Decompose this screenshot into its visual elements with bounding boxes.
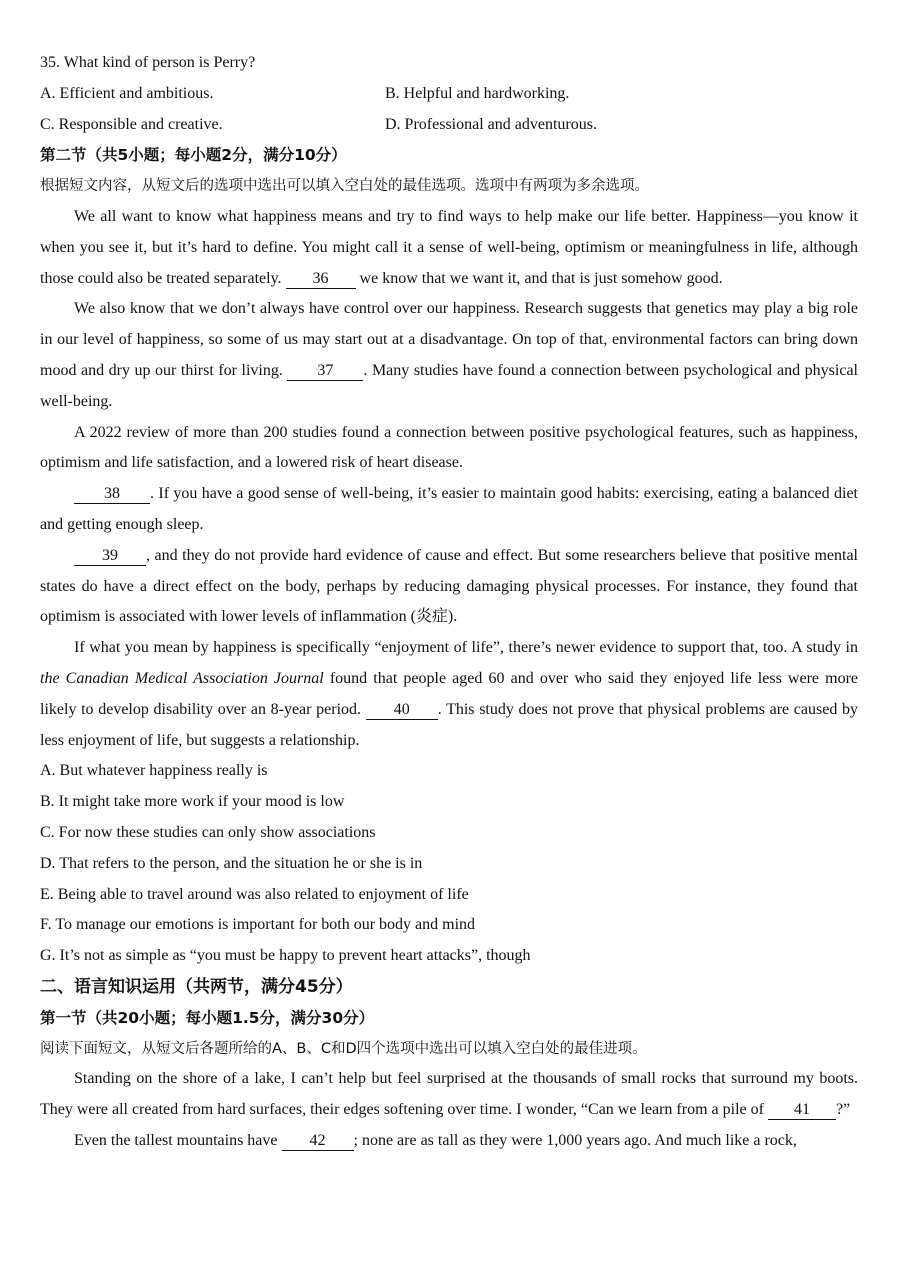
question-35-stem: 35. What kind of person is Perry? bbox=[40, 54, 256, 71]
paragraph-text: Standing on the shore of a lake, I can’t help but feel surprised at the thousands of small rocks that surround my boots. They were all created from hard surfaces, their edges softening over time. I wonder, “Can we learn from a pile of bbox=[40, 1070, 858, 1119]
option-item: C. For now these studies can only show associations bbox=[40, 823, 376, 841]
passage-paragraph-1 bbox=[40, 202, 858, 294]
blank-42: 42 bbox=[282, 1132, 354, 1151]
paragraph-text: . Many studies have found a connection between psychological and physical well-being. bbox=[40, 361, 858, 410]
paragraph-text: , and they do not provide hard evidence of cause and effect. But some researchers believe that positive mental states do have a direct effect on the body, perhaps by reducing damaging physical processes. For instance, they found that optimism is associated with lower levels of inflammation (炎症). bbox=[40, 546, 858, 626]
paragraph-text: ?” bbox=[835, 1101, 851, 1119]
option-a: A. Efficient and ambitious. bbox=[40, 84, 214, 102]
section-2-instruction: 根据短文内容，从短文后的选项中选出可以填入空白处的最佳选项。选项中有两项为多余选项。 bbox=[40, 178, 649, 195]
passage-paragraph-4 bbox=[40, 479, 858, 541]
exam-page bbox=[40, 48, 858, 1157]
question-35-options-row-2 bbox=[40, 110, 858, 141]
blank-40: 40 bbox=[366, 701, 438, 720]
paragraph-text: ; none are as tall as they were 1,000 years ago. And much like a rock, bbox=[353, 1131, 797, 1149]
option-item: D. That refers to the person, and the situation he or she is in bbox=[40, 854, 423, 872]
journal-title: the Canadian Medical Association Journal bbox=[40, 669, 324, 687]
paragraph-text: . If you have a good sense of well-being, it’s easier to maintain good habits: exercising, eating a balanced diet and getting enough sleep. bbox=[40, 485, 858, 533]
paragraph-text: We all want to know what happiness means and try to find ways to help make our life better. Happiness—you know it when you see it, but it’s hard to define. You might call it a sense of well-being, optimism or meaningfulness in life, although those could also be treated separately. bbox=[40, 207, 858, 287]
blank-38: 38 bbox=[74, 485, 150, 504]
part-2-instruction: 阅读下面短文，从短文后各题所给的A、B、C和D四个选项中选出可以填入空白处的最佳进项。 bbox=[40, 1040, 647, 1057]
blank-37: 37 bbox=[287, 362, 363, 381]
passage-paragraph-2 bbox=[40, 294, 858, 417]
part-2-section-1-heading: 第一节（共20小题；每小题1.5分，满分30分） bbox=[40, 1008, 375, 1027]
option-c: C. Responsible and creative. bbox=[40, 115, 223, 133]
passage-paragraph-6 bbox=[40, 633, 858, 756]
question-35-options-row-1 bbox=[40, 79, 858, 110]
option-item: G. It’s not as simple as “you must be happy to prevent heart attacks”, though bbox=[40, 947, 531, 965]
option-b: B. Helpful and hardworking. bbox=[385, 84, 570, 102]
blank-41: 41 bbox=[768, 1101, 836, 1120]
option-item: F. To manage our emotions is important for both our body and mind bbox=[40, 916, 476, 934]
paragraph-text: found that people aged 60 and over who said they enjoyed life less were more likely to develop disability over an 8-year period. bbox=[40, 669, 859, 718]
paragraph-text: Even the tallest mountains have bbox=[74, 1131, 278, 1149]
paragraph-text: we know that we want it, and that is just somehow good. bbox=[359, 269, 723, 287]
passage-paragraph-5 bbox=[40, 541, 858, 633]
option-d: D. Professional and adventurous. bbox=[385, 115, 597, 133]
blank-36: 36 bbox=[286, 270, 356, 289]
paragraph-text: We also know that we don’t always have control over our happiness. Research suggests that genetics may play a big role in our level of happiness, so some of us may start out at a disadvantage. On top of that, environmental factors can bring down mood and dry up our thirst for living. bbox=[40, 300, 858, 379]
passage-paragraph-3: A 2022 review of more than 200 studies found a connection between positive psychological features, such as happiness, optimism and life satisfaction, and a lowered risk of heart disease. bbox=[40, 423, 858, 472]
part-2-heading: 二、语言知识运用（共两节，满分45分） bbox=[40, 976, 353, 997]
cloze-paragraph-2 bbox=[40, 1126, 858, 1157]
paragraph-text: If what you mean by happiness is specifically “enjoyment of life”, there’s newer evidence to support that, too. A study in bbox=[74, 639, 858, 657]
option-item: B. It might take more work if your mood is low bbox=[40, 793, 345, 811]
cloze-paragraph-1 bbox=[40, 1064, 858, 1126]
option-item: E. Being able to travel around was also related to enjoyment of life bbox=[40, 885, 469, 903]
option-item: A. But whatever happiness really is bbox=[40, 762, 268, 780]
blank-39: 39 bbox=[74, 547, 146, 566]
paragraph-text: . This study does not prove that physical problems are caused by less enjoyment of life, but suggests a relationship. bbox=[40, 700, 859, 749]
section-2-heading: 第二节（共5小题；每小题2分，满分10分） bbox=[40, 146, 347, 165]
